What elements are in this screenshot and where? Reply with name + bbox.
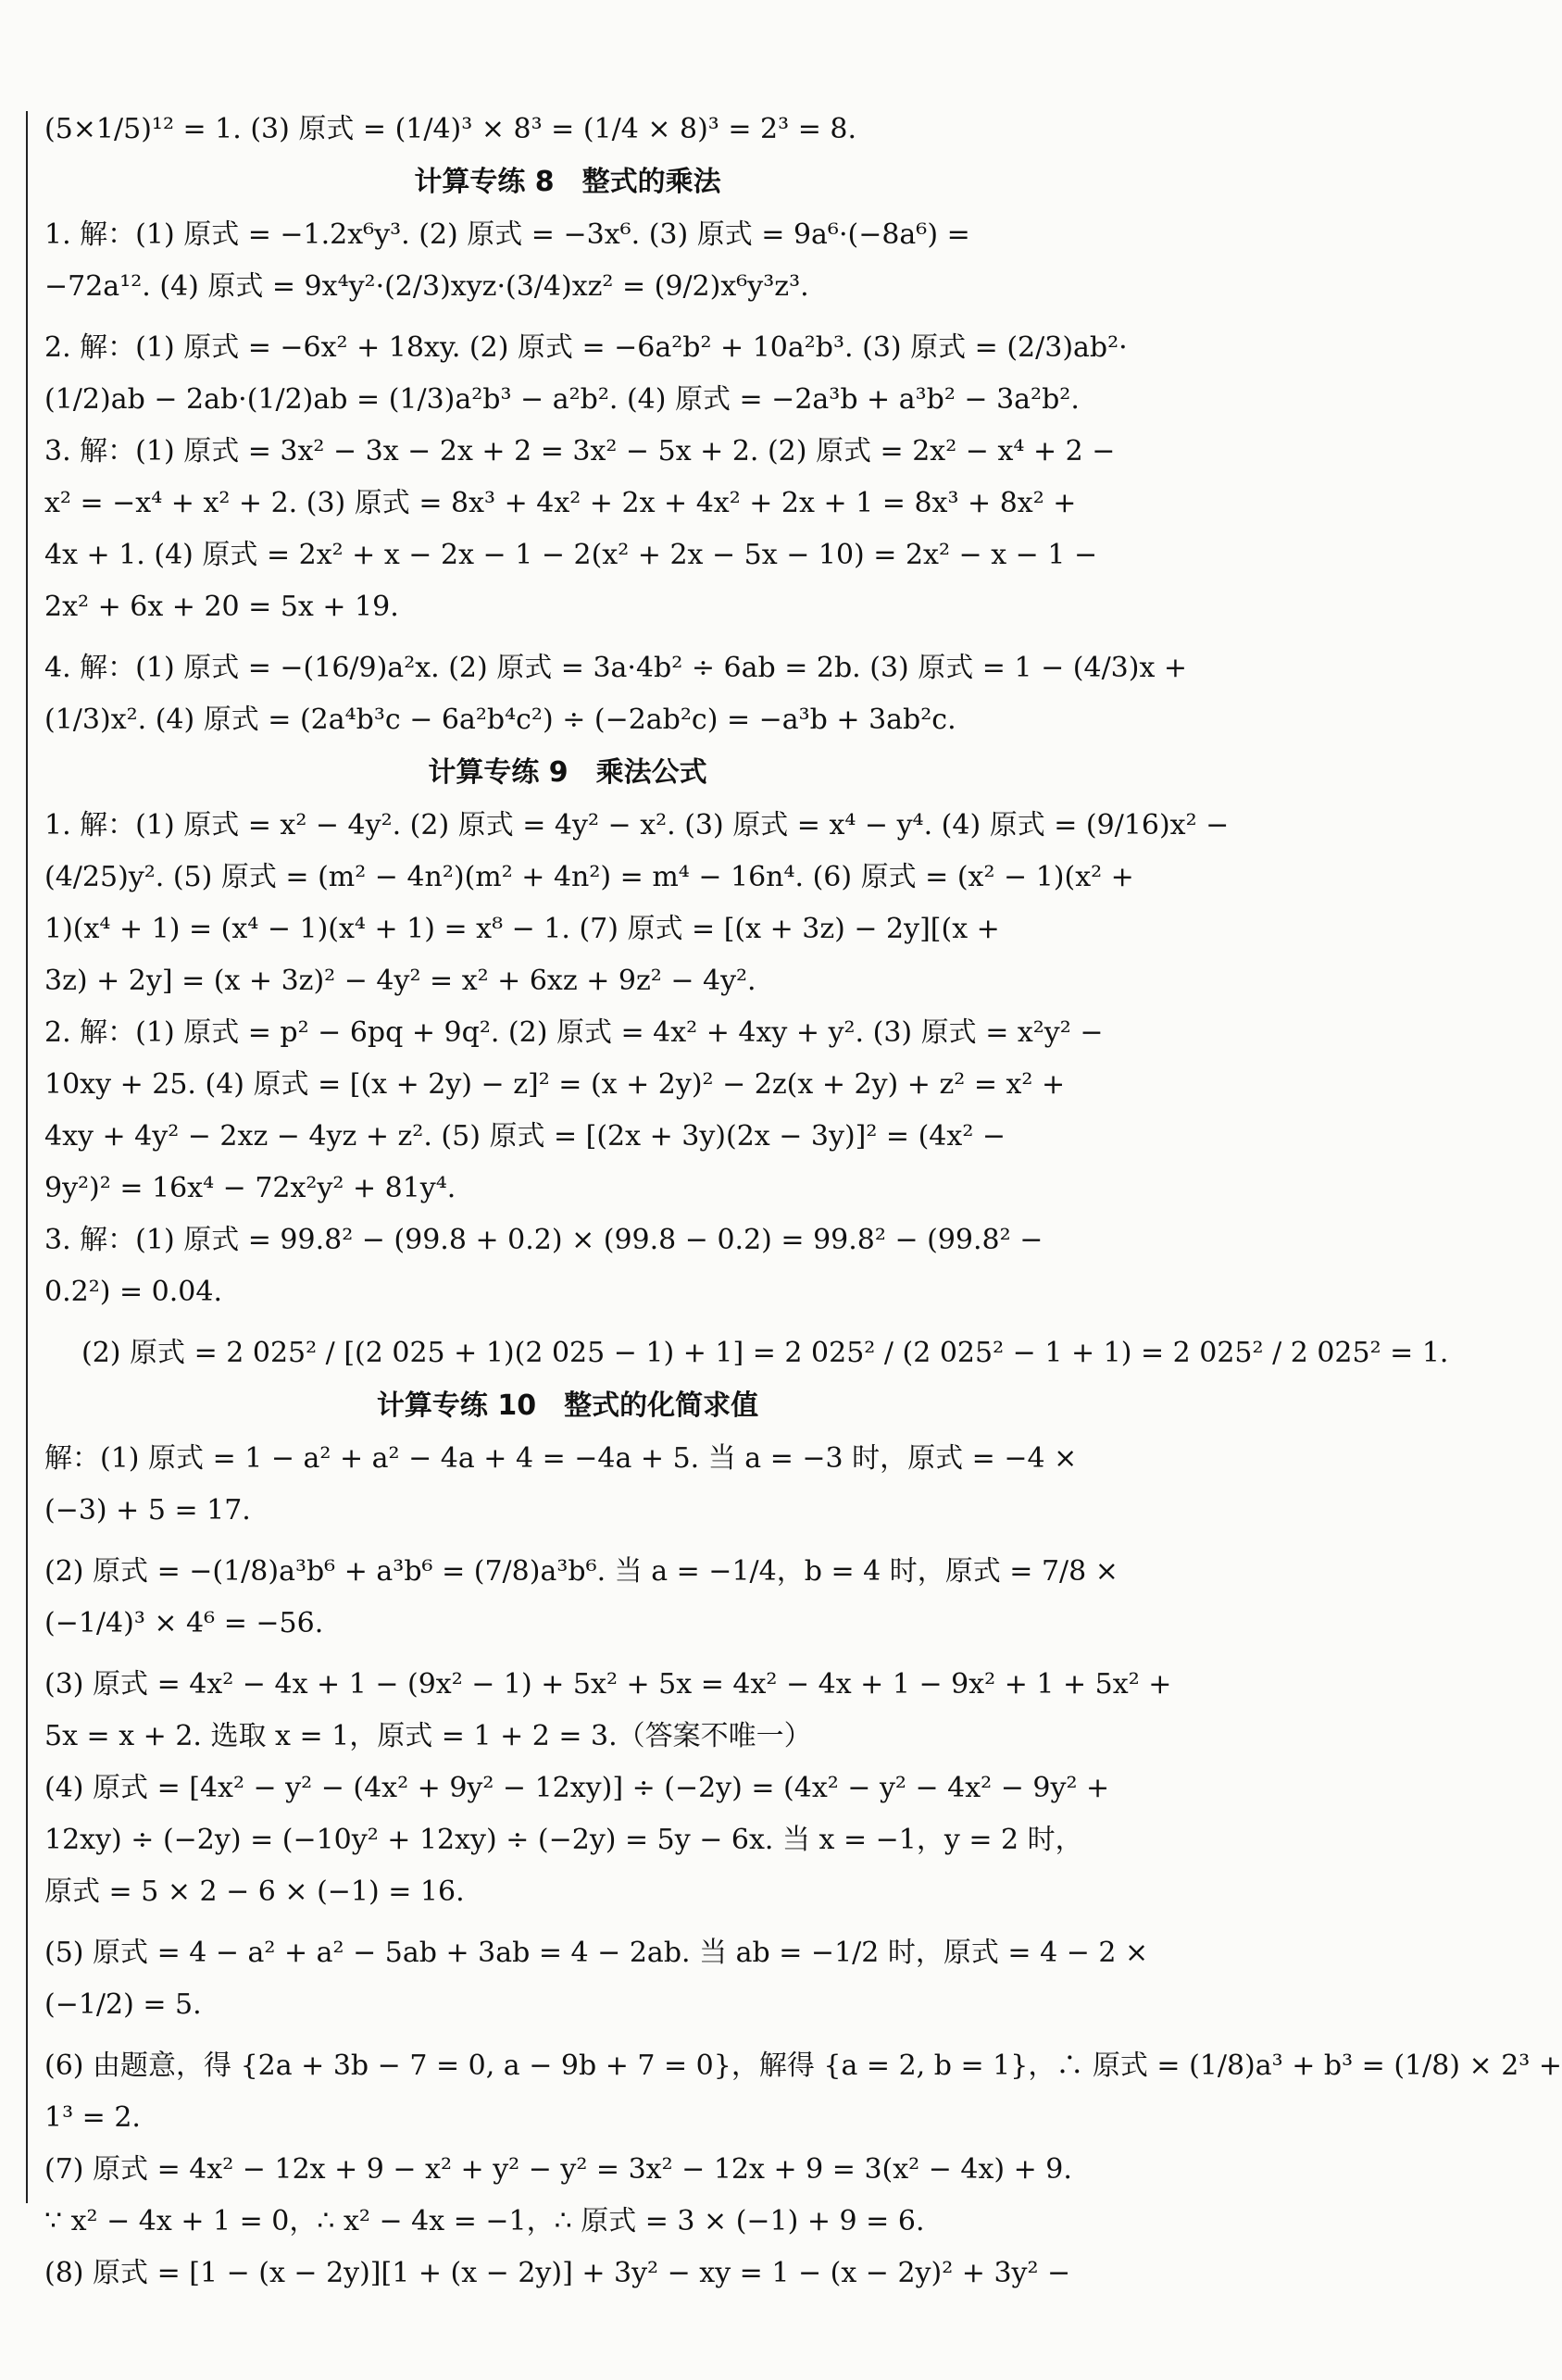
answer-line: (−3) + 5 = 17. — [44, 1494, 251, 1526]
answer-line: (1/2)ab − 2ab·(1/2)ab = (1/3)a²b³ − a²b². (4) 原式 = −2a³b + a³b² − 3a²b². — [44, 383, 1080, 416]
answer-line: (6) 由题意，得 {2a + 3b − 7 = 0, a − 9b + 7 = 0}，解得 {a = 2, b = 1}，∴ 原式 = (1/8)a³ + b³ = (1/8) × 2³ + — [44, 2050, 1562, 2082]
intro-line: (5×1/5)¹² = 1. (3) 原式 = (1/4)³ × 8³ = (1/4 × 8)³ = 2³ = 8. — [44, 113, 856, 145]
answer-line: 2. 解：(1) 原式 = −6x² + 18xy. (2) 原式 = −6a²b² + 10a²b³. (3) 原式 = (2/3)ab²· — [44, 331, 1128, 364]
answer-line: 10xy + 25. (4) 原式 = [(x + 2y) − z]² = (x + 2y)² − 2z(x + 2y) + z² = x² + — [44, 1068, 1066, 1101]
left-margin-rule — [26, 111, 28, 2203]
answer-line: 2x² + 6x + 20 = 5x + 19. — [44, 591, 399, 623]
answer-line: 9y²)² = 16x⁴ − 72x²y² + 81y⁴. — [44, 1172, 456, 1204]
answer-line: 原式 = 5 × 2 − 6 × (−1) = 16. — [44, 1875, 465, 1908]
answer-line: (4/25)y². (5) 原式 = (m² − 4n²)(m² + 4n²) = m⁴ − 16n⁴. (6) 原式 = (x² − 1)(x² + — [44, 861, 1134, 893]
answer-line: 0.2²) = 0.04. — [44, 1276, 222, 1308]
answer-line: 3. 解：(1) 原式 = 3x² − 3x − 2x + 2 = 3x² − 5x + 2. (2) 原式 = 2x² − x⁴ + 2 − — [44, 435, 1116, 467]
answer-line: 1. 解：(1) 原式 = x² − 4y². (2) 原式 = 4y² − x². (3) 原式 = x⁴ − y⁴. (4) 原式 = (9/16)x² − — [44, 809, 1230, 841]
answer-line: (8) 原式 = [1 − (x − 2y)][1 + (x − 2y)] + 3y² − xy = 1 − (x − 2y)² + 3y² − — [44, 2257, 1071, 2289]
answer-line: 1. 解：(1) 原式 = −1.2x⁶y³. (2) 原式 = −3x⁶. (3) 原式 = 9a⁶·(−8a⁶) = — [44, 218, 970, 251]
answer-line: (7) 原式 = 4x² − 12x + 9 − x² + y² − y² = 3x² − 12x + 9 = 3(x² − 4x) + 9. — [44, 2153, 1072, 2186]
answer-line: 3z) + 2y] = (x + 3z)² − 4y² = x² + 6xz + 9z² − 4y². — [44, 965, 756, 997]
answer-content — [44, 104, 1562, 2299]
answer-line: −72a¹². (4) 原式 = 9x⁴y²·(2/3)xyz·(3/4)xz² = (9/2)x⁶y³z³. — [44, 270, 809, 303]
answer-line: (−1/2) = 5. — [44, 1988, 202, 2021]
answer-line: 解：(1) 原式 = 1 − a² + a² − 4a + 4 = −4a + 5. 当 a = −3 时，原式 = −4 × — [44, 1442, 1078, 1475]
answer-line: 4xy + 4y² − 2xz − 4yz + z². (5) 原式 = [(2x + 3y)(2x − 3y)]² = (4x² − — [44, 1120, 1006, 1153]
answer-line: 5x = x + 2. 选取 x = 1，原式 = 1 + 2 = 3.（答案不唯一） — [44, 1720, 812, 1752]
answer-line: (2) 原式 = −(1/8)a³b⁶ + a³b⁶ = (7/8)a³b⁶. 当 a = −1/4，b = 4 时，原式 = 7/8 × — [44, 1555, 1118, 1588]
answer-line: (−1/4)³ × 4⁶ = −56. — [44, 1607, 324, 1639]
answer-line: (4) 原式 = [4x² − y² − (4x² + 9y² − 12xy)] ÷ (−2y) = (4x² − y² − 4x² − 9y² + — [44, 1772, 1110, 1804]
answer-line: (2) 原式 = 2 025² / [(2 025 + 1)(2 025 − 1) + 1] = 2 025² / (2 025² − 1 + 1) = 2 025² / 2 025² = 1. — [81, 1337, 1449, 1369]
section-title-8: 计算专练 8 整式的乘法 — [414, 166, 721, 198]
answer-line: (3) 原式 = 4x² − 4x + 1 − (9x² − 1) + 5x² + 5x = 4x² − 4x + 1 − 9x² + 1 + 5x² + — [44, 1668, 1172, 1701]
section-title-9: 计算专练 9 乘法公式 — [428, 756, 707, 789]
answer-line: x² = −x⁴ + x² + 2. (3) 原式 = 8x³ + 4x² + 2x + 4x² + 2x + 1 = 8x³ + 8x² + — [44, 487, 1077, 519]
answer-line: 1³ = 2. — [44, 2101, 141, 2134]
answer-line: 2. 解：(1) 原式 = p² − 6pq + 9q². (2) 原式 = 4x² + 4xy + y². (3) 原式 = x²y² − — [44, 1016, 1104, 1049]
answer-line: 4x + 1. (4) 原式 = 2x² + x − 2x − 1 − 2(x² + 2x − 5x − 10) = 2x² − x − 1 − — [44, 539, 1098, 571]
section-title-10: 计算专练 10 整式的化简求值 — [376, 1389, 759, 1422]
answer-line: ∵ x² − 4x + 1 = 0，∴ x² − 4x = −1，∴ 原式 = 3 × (−1) + 9 = 6. — [44, 2205, 925, 2237]
answer-line: 4. 解：(1) 原式 = −(16/9)a²x. (2) 原式 = 3a·4b² ÷ 6ab = 2b. (3) 原式 = 1 − (4/3)x + — [44, 652, 1188, 684]
answer-line: 3. 解：(1) 原式 = 99.8² − (99.8 + 0.2) × (99.8 − 0.2) = 99.8² − (99.8² − — [44, 1224, 1043, 1256]
answer-line: 1)(x⁴ + 1) = (x⁴ − 1)(x⁴ + 1) = x⁸ − 1. (7) 原式 = [(x + 3z) − 2y][(x + — [44, 913, 1000, 945]
answer-line: 12xy) ÷ (−2y) = (−10y² + 12xy) ÷ (−2y) = 5y − 6x. 当 x = −1，y = 2 时， — [44, 1824, 1083, 1856]
answer-line: (1/3)x². (4) 原式 = (2a⁴b³c − 6a²b⁴c²) ÷ (−2ab²c) = −a³b + 3ab²c. — [44, 704, 956, 736]
answer-line: (5) 原式 = 4 − a² + a² − 5ab + 3ab = 4 − 2ab. 当 ab = −1/2 时，原式 = 4 − 2 × — [44, 1937, 1149, 1969]
